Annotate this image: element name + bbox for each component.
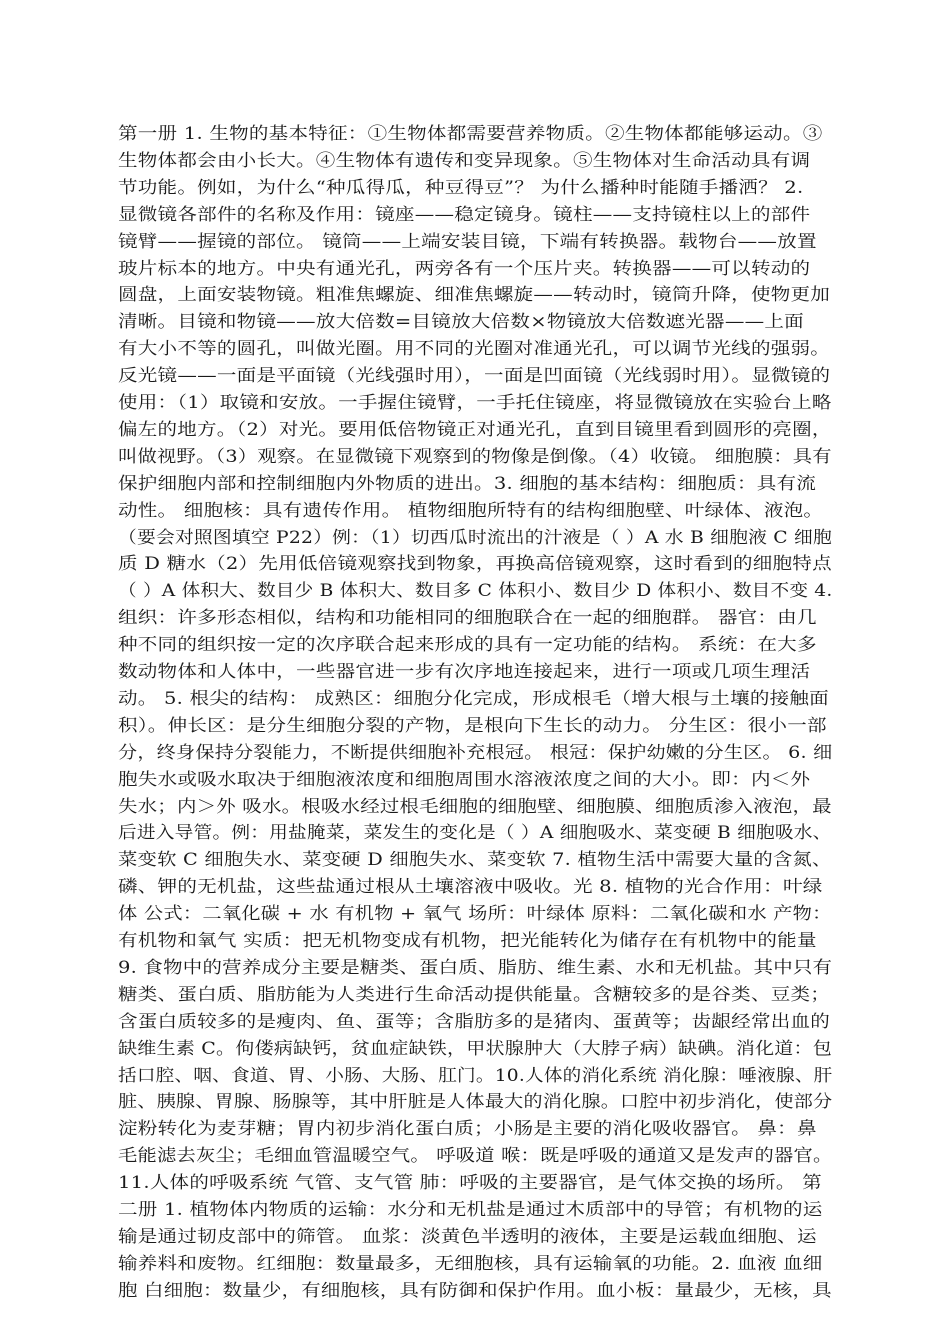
document-line: 偏左的地方。（2）对光。要用低倍物镜正对通光孔，直到目镜里看到圆形的亮圈， <box>118 419 832 440</box>
document-line: 积）。伸长区：是分生细胞分裂的产物，是根向下生长的动力。 分生区：很小一部 <box>118 715 827 736</box>
document-line: 9. 食物中的营养成分主要是糖类、蛋白质、脂肪、维生素、水和无机盐。其中只有 <box>118 957 833 978</box>
document-line: 胞 白细胞：数量少，有细胞核，具有防御和保护作用。血小板：量最少，无核，具 <box>118 1280 832 1301</box>
document-line: （ ）A 体积大、数目少 B 体积大、数目多 C 体积小、数目少 D 体积小、数目不变 4. <box>118 581 833 602</box>
document-line: 质 D 糖水（2）先用低倍镜观察找到物象，再换高倍镜观察，这时看到的细胞特点 <box>118 554 832 575</box>
document-line: 磷、钾的无机盐，这些盐通过根从土壤溶液中吸收。光 8. 植物的光合作用：叶绿 <box>118 877 823 898</box>
document-line: 组织：许多形态相似，结构和功能相同的细胞联合在一起的细胞群。 器官：由几 <box>118 608 817 629</box>
document-line: 脏、胰腺、胃腺、肠腺等，其中肝脏是人体最大的消化腺。口腔中初步消化，使部分 <box>118 1092 833 1113</box>
document-line: 含蛋白质较多的是瘦肉、鱼、蛋等；含脂肪多的是猪肉、蛋黄等；齿龈经常出血的 <box>118 1011 831 1032</box>
document-line: 生物体都会由小长大。④生物体有遗传和变异现象。⑤生物体对生命活动具有调 <box>118 150 811 171</box>
document-line: 体 公式：二氧化碳 + 水 有机物 + 氧气 场所：叶绿体 原料：二氧化碳和水 产物： <box>118 904 832 925</box>
document-line: 叫做视野。（3）观察。在显微镜下观察到的物像是倒像。（4）收镜。 细胞膜：具有 <box>118 446 832 467</box>
document-line: 保护细胞内部和控制细胞内外物质的进出。3. 细胞的基本结构：细胞质：具有流 <box>118 473 817 494</box>
document-line: 失水；内＞外 吸水。根吸水经过根毛细胞的细胞壁、细胞膜、细胞质渗入液泡，最 <box>118 796 832 817</box>
document-line: 动。 5. 根尖的结构： 成熟区：细胞分化完成，形成根毛（增大根与土壤的接触面 <box>118 688 829 709</box>
document-line: 糖类、蛋白质、脂肪能为人类进行生命活动提供能量。含糖较多的是谷类、豆类； <box>118 984 831 1005</box>
document-line: 后进入导管。例：用盐腌菜，菜发生的变化是（ ）A 细胞吸水、菜变硬 B 细胞吸水、 <box>118 823 832 844</box>
document-line: 淀粉转化为麦芽糖；胃内初步消化蛋白质；小肠是主要的消化吸收器官。 鼻：鼻 <box>118 1119 817 1140</box>
document-line: 菜变软 C 细胞失水、菜变硬 D 细胞失水、菜变软 7. 植物生活中需要大量的含氮、 <box>118 850 832 871</box>
document-line: 输是通过韧皮部中的筛管。 血浆：淡黄色半透明的液体，主要是运载血细胞、运 <box>118 1226 817 1247</box>
document-line: 显微镜各部件的名称及作用：镜座——稳定镜身。镜柱——支持镜柱以上的部件 <box>118 204 811 225</box>
document-line: 圆盘，上面安装物镜。粗准焦螺旋、细准焦螺旋——转动时，镜筒升降，使物更加 <box>118 285 831 306</box>
document-line: 有大小不等的圆孔，叫做光圈。用不同的光圈对准通光孔，可以调节光线的强弱。 <box>118 339 831 360</box>
document-line: 有机物和氧气 实质：把无机物变成有机物，把光能转化为储存在有机物中的能量 <box>118 931 817 951</box>
document-line: 反光镜——一面是平面镜（光线强时用），一面是凹面镜（光线弱时用）。显微镜的 <box>118 366 831 387</box>
document-line: 数动物体和人体中，一些器官进一步有次序地连接起来，进行一项或几项生理活 <box>118 662 811 682</box>
document-line: 种不同的组织按一定的次序联合起来形成的具有一定功能的结构。 系统：在大多 <box>118 635 817 656</box>
document-line: 11.人体的呼吸系统 气管、支气管 肺：呼吸的主要器官，是气体交换的场所。 第 <box>118 1173 822 1194</box>
document-line: 使用：（1）取镜和安放。一手握住镜臂，一手托住镜座，将显微镜放在实验台上略 <box>118 393 832 413</box>
document-line: （要会对照图填空 P22）例：（1）切西瓜时流出的汁液是（ ）A 水 B 细胞液 C 细胞 <box>118 527 833 548</box>
document-line: 胞失水或吸水取决于细胞液浓度和细胞周围水溶液浓度之间的大小。即：内＜外 <box>118 769 811 790</box>
document-line: 动性。 细胞核：具有遗传作用。 植物细胞所特有的结构细胞壁、叶绿体、液泡。 <box>118 500 824 521</box>
document-line: 输养料和废物。红细胞：数量最多，无细胞核，具有运输氧的功能。2. 血液 血细 <box>118 1253 823 1274</box>
document-line: 分，终身保持分裂能力，不断提供细胞补充根冠。 根冠：保护幼嫩的分生区。 6. 细 <box>118 742 833 763</box>
document-line: 玻片标本的地方。中央有通光孔，两旁各有一个压片夹。转换器——可以转动的 <box>118 258 811 279</box>
document-line: 清晰。目镜和物镜——放大倍数=目镜放大倍数×物镜放大倍数遮光器——上面 <box>118 312 804 333</box>
document-line: 镜臂——握镜的部位。 镜筒——上端安装目镜，下端有转换器。载物台——放置 <box>118 231 817 252</box>
document-line: 节功能。例如，为什么“种瓜得瓜，种豆得豆”？ 为什么播种时能随手播洒？ 2. <box>118 177 804 198</box>
document-line: 缺维生素 C。佝偻病缺钙，贫血症缺铁，甲状腺肿大（大脖子病）缺碘。消化道：包 <box>118 1038 833 1059</box>
document-line: 括口腔、咽、食道、胃、小肠、大肠、肛门。10.人体的消化系统 消化腺：唾液腺、肝 <box>118 1065 833 1086</box>
document-line: 第一册 1. 生物的基本特征：①生物体都需要营养物质。②生物体都能够运动。③ <box>118 124 823 144</box>
document-line: 毛能滤去灰尘；毛细血管温暖空气。 呼吸道 喉：既是呼吸的通道又是发声的器官。 <box>118 1146 833 1167</box>
document-line: 二册 1. 植物体内物质的运输：水分和无机盐是通过木质部中的导管；有机物的运 <box>118 1200 823 1220</box>
